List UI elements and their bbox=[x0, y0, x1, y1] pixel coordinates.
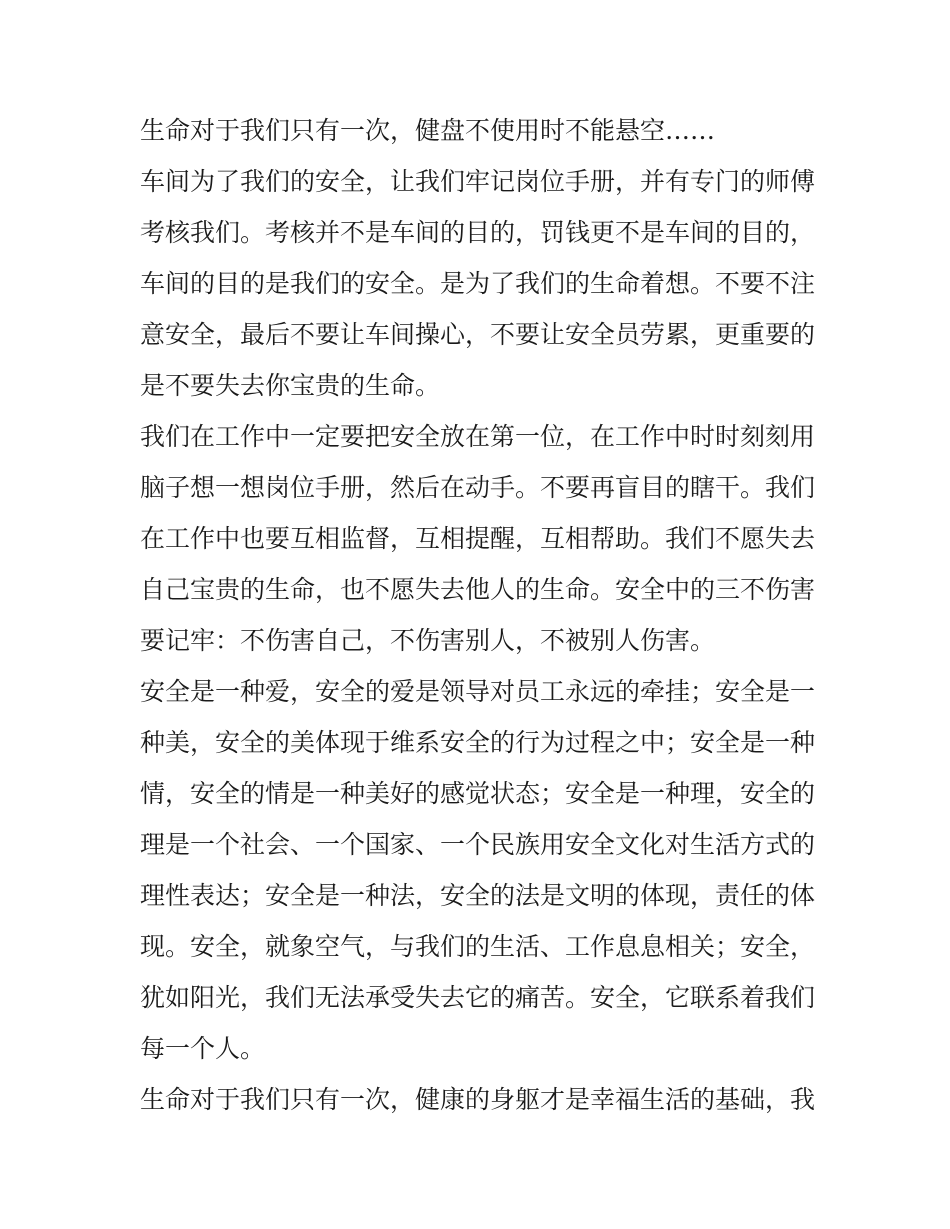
text-line: 脑子想一想岗位手册，然后在动手。不要再盲目的瞎干。我们 bbox=[140, 473, 816, 502]
text-line: 情，安全的情是一种美好的感觉状态；安全是一种理，安全的 bbox=[140, 779, 816, 808]
text-line: 是不要失去你宝贵的生命。 bbox=[140, 371, 441, 400]
text-line: 意安全，最后不要让车间操心，不要让安全员劳累，更重要的 bbox=[140, 320, 816, 349]
text-line: 在工作中也要互相监督，互相提醒，互相帮助。我们不愿失去 bbox=[140, 524, 816, 553]
text-line: 要记牢：不伤害自己，不伤害别人，不被别人伤害。 bbox=[140, 626, 716, 655]
text-line: 车间为了我们的安全，让我们牢记岗位手册，并有专门的师傅 bbox=[140, 167, 816, 196]
text-line: 理性表达；安全是一种法，安全的法是文明的体现，责任的体 bbox=[140, 881, 816, 910]
text-line: 自己宝贵的生命，也不愿失去他人的生命。安全中的三不伤害 bbox=[140, 575, 816, 604]
text-line: 每一个人。 bbox=[140, 1034, 266, 1063]
text-line: 车间的目的是我们的安全。是为了我们的生命着想。不要不注 bbox=[140, 269, 816, 298]
text-line: 我们在工作中一定要把安全放在第一位，在工作中时时刻刻用 bbox=[140, 422, 816, 451]
text-line: 安全是一种爱，安全的爱是领导对员工永远的牵挂；安全是一 bbox=[140, 677, 816, 706]
text-line: 种美，安全的美体现于维系安全的行为过程之中；安全是一种 bbox=[140, 728, 816, 757]
text-line: 生命对于我们只有一次，健康的身躯才是幸福生活的基础，我 bbox=[140, 1085, 816, 1114]
document-body bbox=[140, 105, 820, 1125]
text-line: 生命对于我们只有一次，健盘不使用时不能悬空…… bbox=[140, 116, 716, 145]
text-line: 考核我们。考核并不是车间的目的，罚钱更不是车间的目的， bbox=[140, 218, 816, 247]
text-line: 现。安全，就象空气，与我们的生活、工作息息相关；安全， bbox=[140, 932, 816, 961]
text-line: 犹如阳光，我们无法承受失去它的痛苦。安全，它联系着我们 bbox=[140, 983, 816, 1012]
text-line: 理是一个社会、一个国家、一个民族用安全文化对生活方式的 bbox=[140, 830, 816, 859]
